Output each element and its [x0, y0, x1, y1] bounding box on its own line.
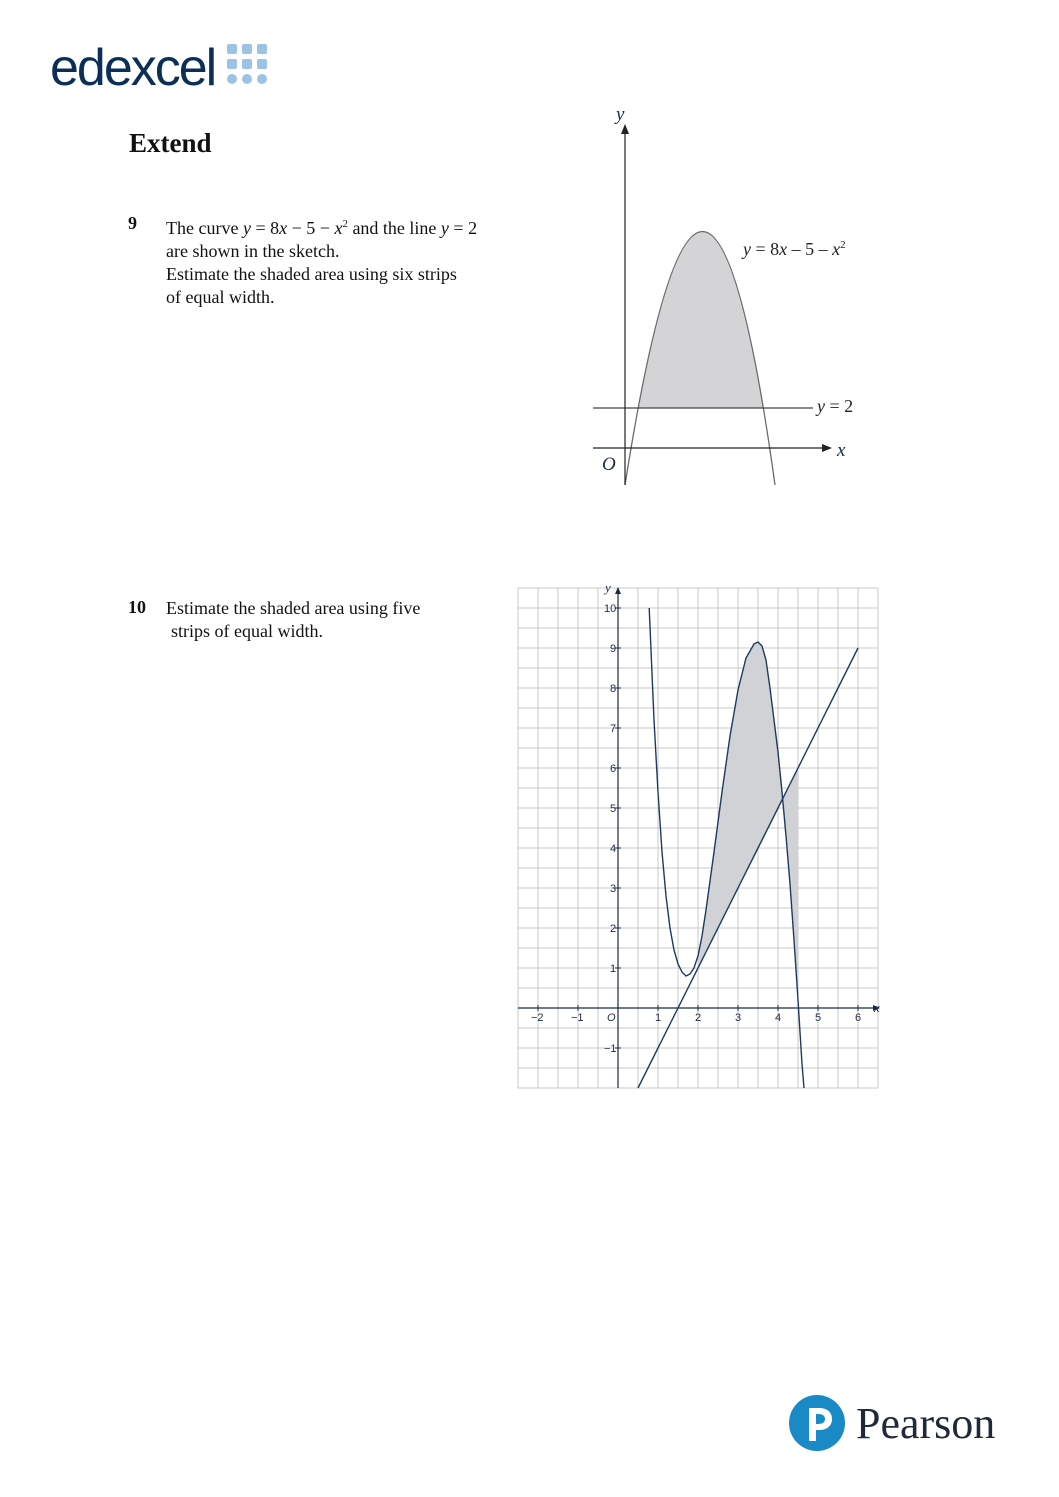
x-tick-label: 1 — [655, 1012, 662, 1024]
origin-label: O — [607, 1012, 616, 1024]
shaded-region — [625, 232, 775, 486]
y-tick-label: 9 — [610, 643, 617, 655]
sketch-line-label: y = 2 — [817, 396, 854, 416]
x-tick-label: −2 — [531, 1012, 544, 1024]
sketch-x-axis-label: x — [837, 440, 846, 461]
question-9-line-4: of equal width. — [166, 287, 275, 307]
y-axis-arrow-icon — [621, 124, 629, 134]
sketch-curve-label: $y = 8x - 5 - x^2$ — [743, 239, 846, 259]
pearson-wordmark: Pearson — [856, 1398, 996, 1448]
tick-labels — [531, 580, 880, 1055]
edexcel-logo — [50, 38, 271, 98]
question-10-text — [166, 597, 466, 643]
section-title: Extend — [129, 128, 212, 158]
x-tick-label: 4 — [775, 1012, 782, 1024]
x-tick-label: 6 — [855, 1012, 862, 1024]
question-10-line-2: strips of equal width. — [171, 621, 323, 641]
question-9-line-1: The curve $y = 8x - 5 - x^2$ and the line y = 2 — [166, 218, 478, 238]
shaded-region — [698, 642, 798, 1000]
question-10-number: 10 — [128, 597, 146, 617]
x-tick-label: 3 — [735, 1012, 742, 1024]
question-9-line-3: Estimate the shaded area using six strips — [166, 264, 457, 284]
sketch-origin-label: O — [602, 454, 616, 475]
question-9-line-2: are shown in the sketch. — [166, 241, 340, 261]
y-tick-label: 1 — [610, 963, 617, 975]
question-10-line-1: Estimate the shaded area using five — [166, 598, 421, 618]
edexcel-wordmark: edexcel — [50, 39, 216, 97]
question-9-number: 9 — [128, 213, 137, 233]
question-9-sketch — [585, 100, 885, 490]
y-tick-label: −1 — [604, 1043, 617, 1055]
x-tick-label: 5 — [815, 1012, 822, 1024]
pearson-logo — [788, 1394, 995, 1452]
question-9-text — [166, 213, 526, 309]
edexcel-dots-icon — [225, 42, 271, 88]
x-tick-label: 2 — [695, 1012, 702, 1024]
x-axis-arrow-icon — [822, 444, 832, 452]
pearson-p-icon — [788, 1394, 846, 1452]
y-tick-label: 8 — [610, 683, 617, 695]
y-tick-label: 7 — [610, 723, 617, 735]
y-axis-label: y — [605, 580, 611, 595]
y-tick-label: 3 — [610, 883, 617, 895]
y-tick-label: 5 — [610, 803, 617, 815]
y-tick-label: 6 — [610, 763, 617, 775]
y-tick-label: 2 — [610, 923, 617, 935]
x-tick-label: −1 — [571, 1012, 584, 1024]
y-tick-label: 10 — [604, 603, 617, 615]
sketch-y-axis-label: y — [616, 104, 625, 125]
question-10-graph — [512, 580, 892, 1095]
x-axis-label: x — [874, 1000, 880, 1015]
y-tick-label: 4 — [610, 843, 617, 855]
